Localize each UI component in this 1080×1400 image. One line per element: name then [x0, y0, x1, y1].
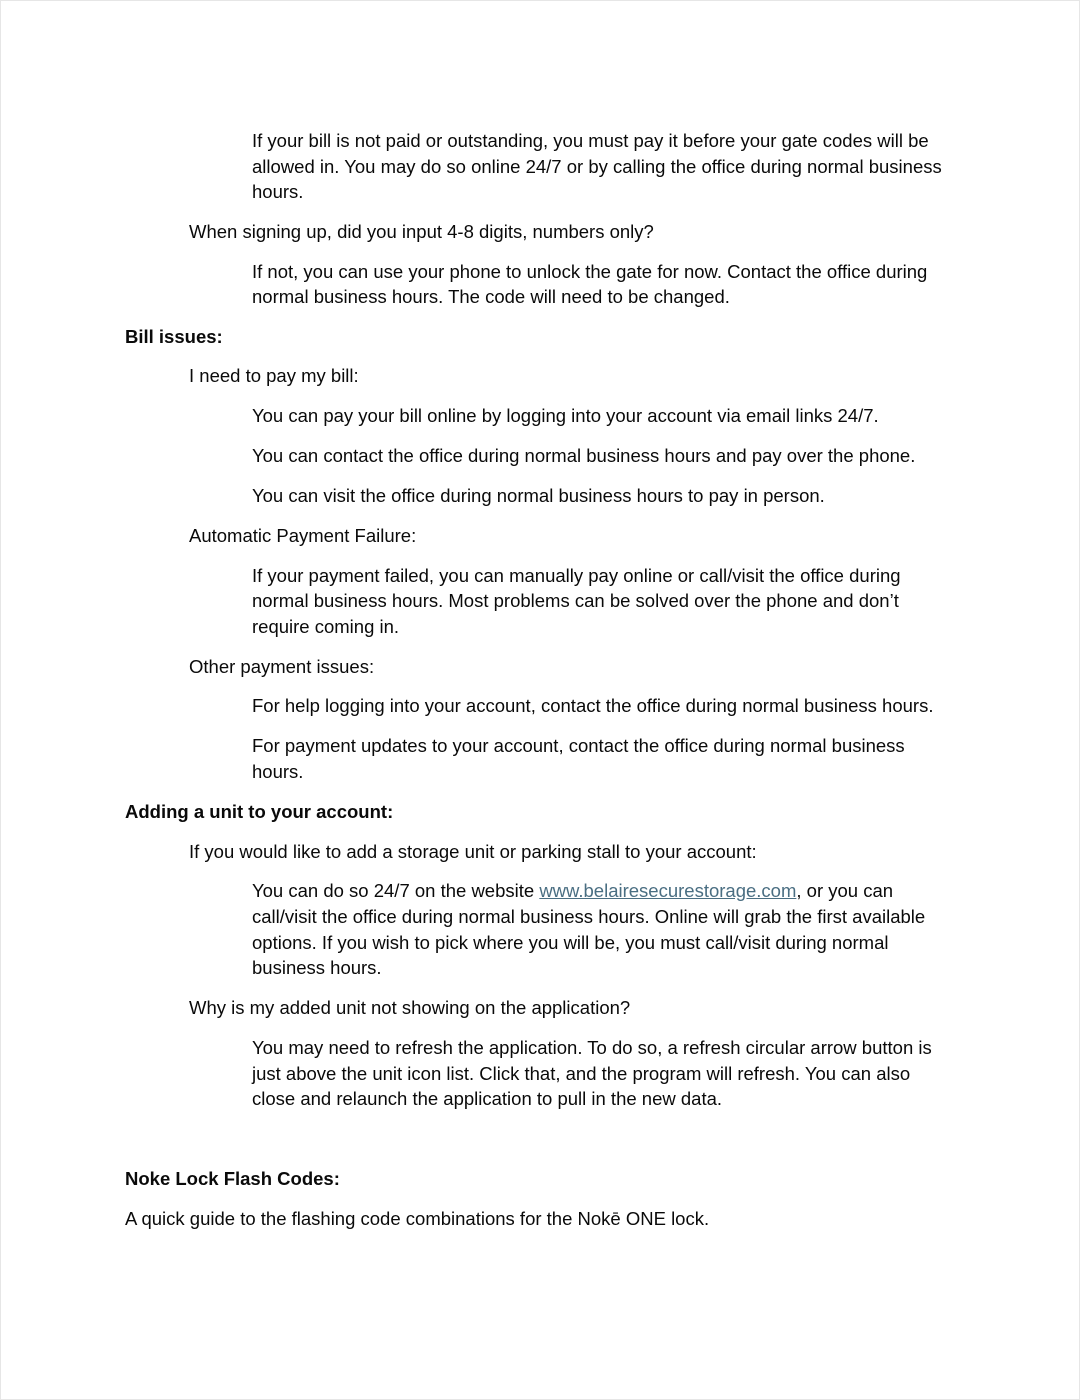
refresh-answer-line-2: just above the unit icon list. Click that, and the program will refresh. You can also [252, 1063, 911, 1084]
other-answer-login: For help logging into your account, contact the office during normal business hours. [252, 695, 934, 716]
pay-answer-phone: You can contact the office during normal business hours and pay over the phone. [252, 445, 916, 466]
autopay-answer-line-3: require coming in. [252, 616, 400, 637]
digits-question: When signing up, did you input 4-8 digits, numbers only? [189, 221, 654, 242]
other-answer-updates-line-1: For payment updates to your account, contact the office during normal business [252, 735, 905, 756]
website-link[interactable]: www.belairesecurestorage.com [539, 880, 797, 901]
add-unit-answer-line-3: options. If you wish to pick where you will be, you must call/visit during normal [252, 932, 889, 953]
add-unit-answer-prefix: You can do so 24/7 on the website [252, 880, 540, 901]
add-unit-question: If you would like to add a storage unit or parking stall to your account: [189, 841, 757, 862]
refresh-answer-line-1: You may need to refresh the application. To do so, a refresh circular arrow button is [252, 1037, 932, 1058]
noke-heading: Noke Lock Flash Codes: [125, 1168, 340, 1189]
other-payment-question: Other payment issues: [189, 656, 375, 677]
pay-answer-online: You can pay your bill online by logging into your account via email links 24/7. [252, 405, 879, 426]
bill-outstanding-answer-line-1: If your bill is not paid or outstanding, you must pay it before your gate codes will be [252, 130, 929, 151]
bill-outstanding-answer-line-2: allowed in. You may do so online 24/7 or by calling the office during normal business [252, 156, 942, 177]
noke-intro: A quick guide to the flashing code combinations for the Nokē ONE lock. [125, 1208, 710, 1229]
autopay-failure-question: Automatic Payment Failure: [189, 525, 417, 546]
add-unit-answer-line-2: call/visit the office during normal business hours. Online will grab the first available [252, 906, 926, 927]
autopay-answer-line-2: normal business hours. Most problems can be solved over the phone and don’t [252, 590, 899, 611]
add-unit-answer-line-1 [252, 878, 893, 904]
autopay-answer-line-1: If your payment failed, you can manually pay online or call/visit the office during [252, 565, 901, 586]
refresh-answer-line-3: close and relaunch the application to pull in the new data. [252, 1088, 723, 1109]
other-answer-updates-line-2: hours. [252, 761, 304, 782]
digits-answer-line-2: normal business hours. The code will need to be changed. [252, 286, 730, 307]
bill-issues-heading: Bill issues: [125, 326, 223, 347]
digits-answer-line-1: If not, you can use your phone to unlock the gate for now. Contact the office during [252, 261, 928, 282]
add-unit-answer-line-4: business hours. [252, 957, 382, 978]
pay-answer-in-person: You can visit the office during normal business hours to pay in person. [252, 485, 825, 506]
add-unit-answer-suffix: , or you can [796, 880, 894, 901]
unit-not-showing-question: Why is my added unit not showing on the application? [189, 997, 631, 1018]
bill-outstanding-answer-line-3: hours. [252, 181, 304, 202]
adding-unit-heading: Adding a unit to your account: [125, 801, 394, 822]
pay-bill-question: I need to pay my bill: [189, 365, 359, 386]
